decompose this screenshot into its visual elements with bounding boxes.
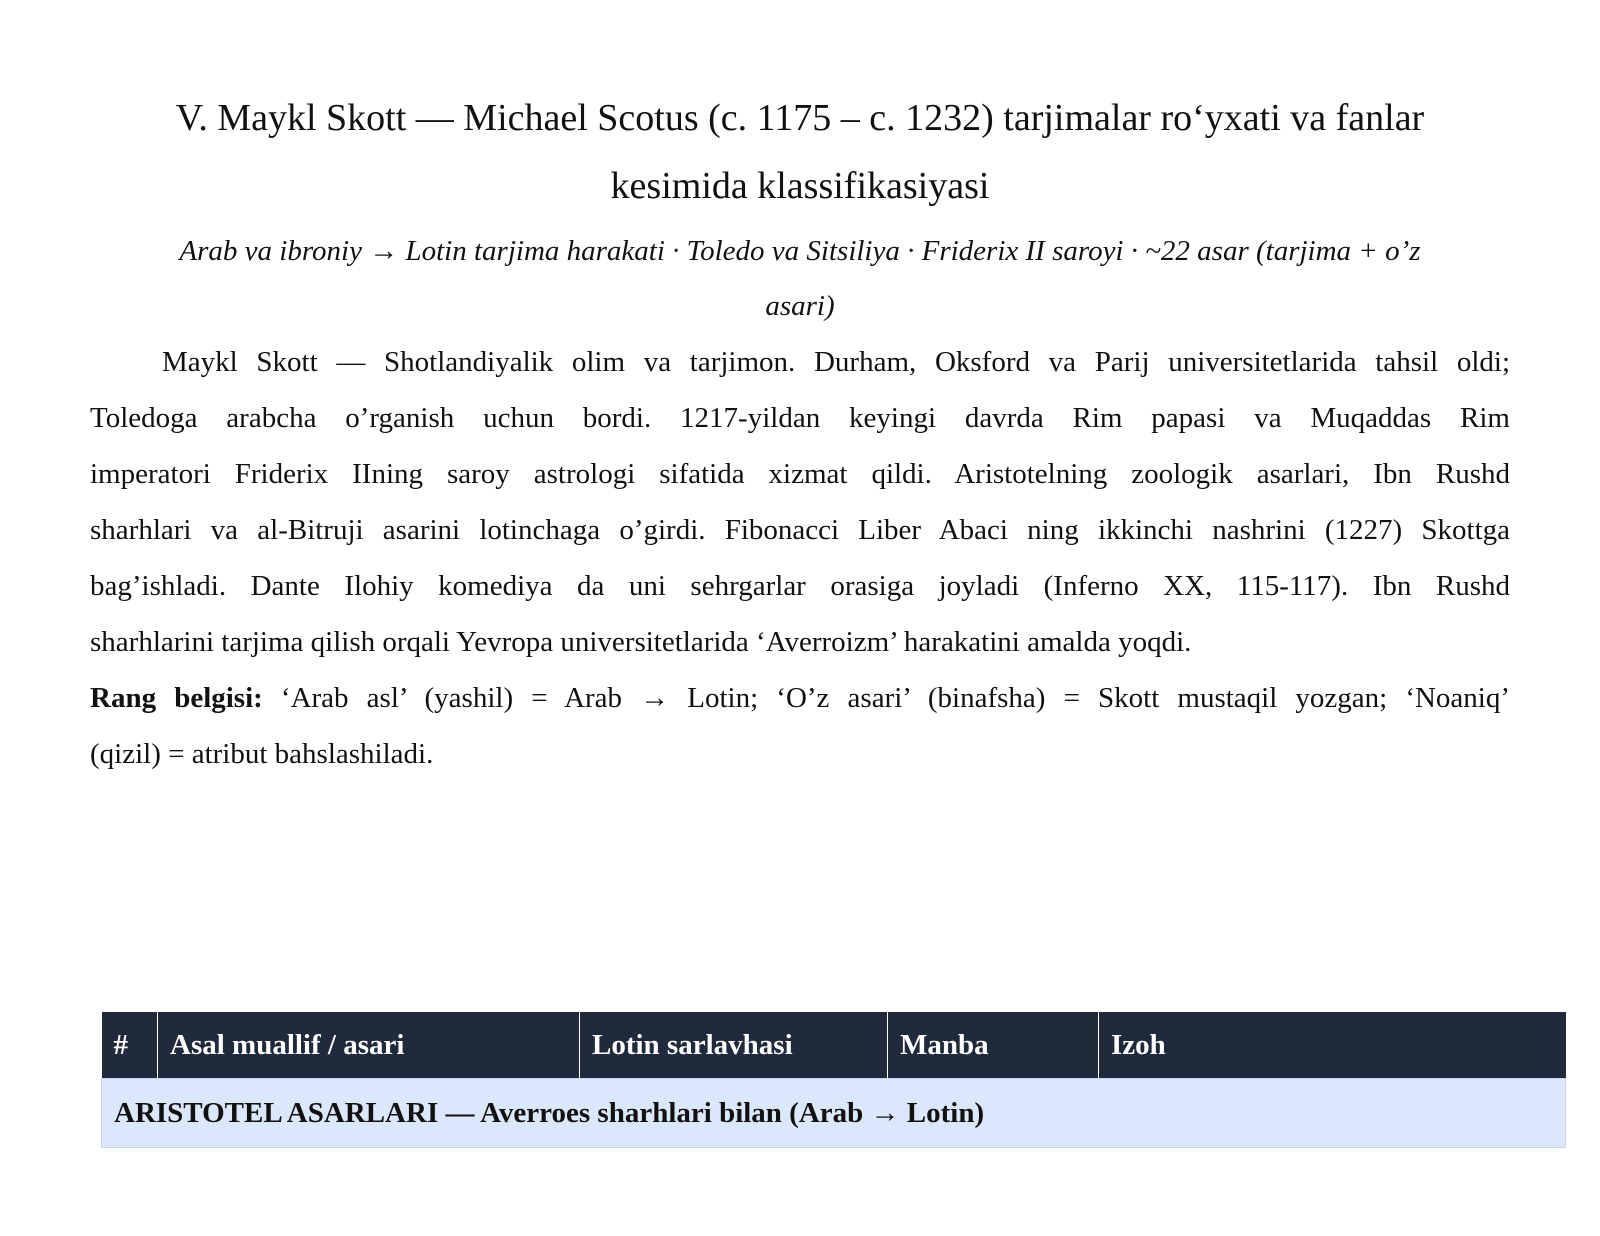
column-header-latin-title: Lotin sarlavhasi <box>580 1012 888 1079</box>
color-legend-note <box>90 670 1510 782</box>
paragraph-line: sharhlarini tarjima qilish orqali Yevropa universitetlarida ‘Averroizm’ harakatini amalda yoqdi. <box>90 626 1192 658</box>
legend-text-1: ‘Arab asl’ (yashil) = Arab → Lotin; ‘O’z asari’ (binafsha) = Skott mustaqil yozgan; ‘Noaniq’ <box>262 682 1511 714</box>
column-header-note: Izoh <box>1099 1012 1566 1079</box>
column-header-original: Asal muallif / asari <box>158 1012 580 1079</box>
group-row-label: ARISTOTEL ASARLARI — Averroes sharhlari bilan (Arab → Lotin) <box>102 1079 1566 1148</box>
column-header-source: Manba <box>888 1012 1099 1079</box>
paragraph-line: Toledoga arabcha o’rganish uchun bordi. 1217-yildan keyingi davrda Rim papasi va Muqaddas Rim <box>90 402 1510 434</box>
legend-label: Rang belgisi: <box>90 682 263 714</box>
column-header-number: # <box>102 1012 158 1079</box>
title-line-2: kesimida klassifikasiyasi <box>610 165 990 207</box>
title-line-1: V. Maykl Skott — Michael Scotus (c. 1175 – c. 1232) tarjimalar ro‘yxati va fanlar <box>175 97 1425 139</box>
paragraph-line: sharhlari va al-Bitruji asarini lotinchaga o’girdi. Fibonacci Liber Abaci ning ikkinchi nashrini (1227) Skottga <box>90 514 1510 546</box>
subtitle-line-2: asari) <box>765 290 835 322</box>
paragraph-line: Maykl Skott — Shotlandiyalik olim va tarjimon. Durham, Oksford va Parij universitetlarida tahsil oldi; <box>162 346 1510 378</box>
paragraph-line: bag’ishladi. Dante Ilohiy komediya da uni sehrgarlar orasiga joyladi (Inferno XX, 115-117). Ibn Rushd <box>90 570 1510 602</box>
paragraph-line: imperatori Friderix IIning saroy astrologi sifatida xizmat qildi. Aristotelning zoologik asarlari, Ibn Rushd <box>90 458 1510 490</box>
table-group-row <box>102 1079 1566 1148</box>
page-subtitle <box>90 224 1510 334</box>
legend-line-2: (qizil) = atribut bahslashiladi. <box>90 738 434 770</box>
page-title <box>90 84 1510 220</box>
table-header-row <box>102 1012 1566 1079</box>
intro-paragraph <box>90 334 1510 670</box>
legend-line-1 <box>90 670 1510 726</box>
subtitle-line-1: Arab va ibroniy → Lotin tarjima harakati · Toledo va Sitsiliya · Friderix II saroyi · ~22 asar (tarjima + o’z <box>179 235 1421 267</box>
translations-table <box>101 1012 1566 1148</box>
